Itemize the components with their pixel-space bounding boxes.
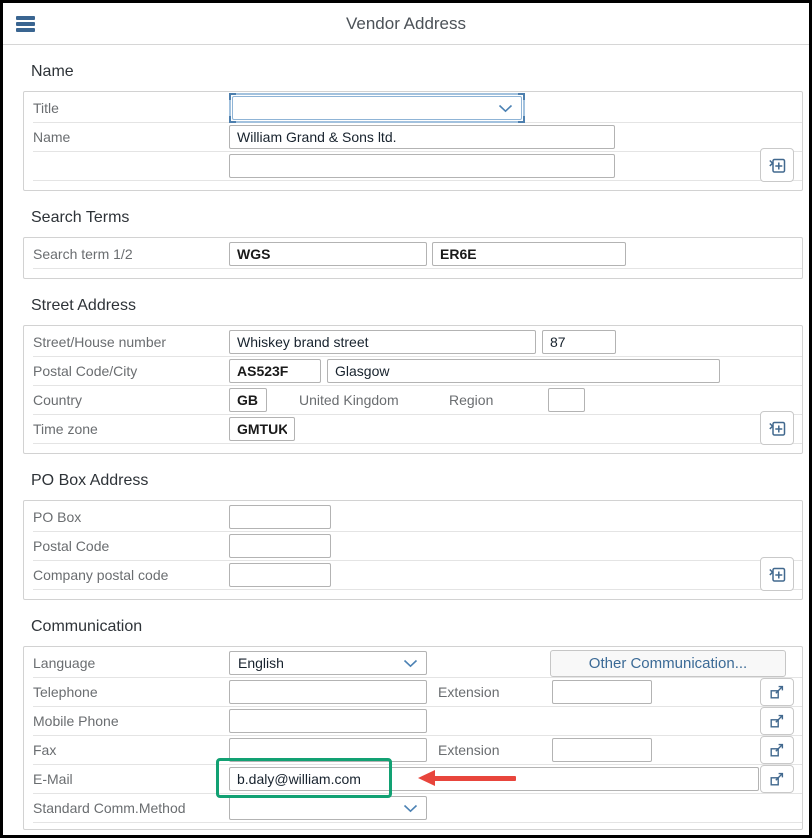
annotation-arrow-shaft [433,776,516,781]
mobile-input[interactable] [229,709,427,733]
insert-row-icon [768,565,787,584]
focus-corner [518,93,525,100]
fax-input[interactable] [229,738,427,762]
form-row-timezone [33,415,802,444]
open-in-new-window-icon [769,713,785,729]
insert-row-icon [768,156,787,175]
fax-label: Fax [33,742,57,758]
name2-input[interactable] [229,154,615,178]
form-row-fax [33,736,802,765]
focus-corner [518,116,525,123]
open-in-new-window-icon [769,771,785,787]
telephone-input[interactable] [229,680,427,704]
name-input[interactable] [229,125,615,149]
name-section [23,91,803,191]
search-term2-input[interactable] [432,242,626,266]
timezone-label: Time zone [33,421,98,437]
language-select-value: English [238,655,284,671]
country-name-text: United Kingdom [299,392,399,408]
country-label: Country [33,392,83,408]
title-label: Title [33,100,59,116]
hamburger-bar [16,28,35,32]
region-input[interactable] [548,388,585,412]
section-heading-search-terms: Search Terms [31,209,130,226]
other-communication-button[interactable]: Other Communication... [550,650,786,677]
timezone-input[interactable] [229,417,295,441]
open-fax-button[interactable] [760,736,794,764]
chevron-down-icon [403,659,418,668]
po-postal-code-label: Postal Code [33,538,110,554]
insert-row-button[interactable] [760,148,794,182]
form-row-name2 [33,152,802,181]
focus-corner [229,116,236,123]
form-row-email [33,765,802,794]
search-term-label: Search term 1/2 [33,246,133,262]
section-heading-communication: Communication [31,618,143,635]
form-row-comm-method [33,794,802,823]
po-box-section [23,500,803,600]
region-label: Region [449,392,494,408]
telephone-extension-input[interactable] [552,680,652,704]
open-mobile-button[interactable] [760,707,794,735]
country-code-input[interactable] [229,388,267,412]
insert-row-icon [768,419,787,438]
street-input[interactable] [229,330,536,354]
telephone-label: Telephone [33,684,98,700]
comm-method-label: Standard Comm.Method [33,800,186,816]
name-label: Name [33,129,71,145]
language-label: Language [33,655,96,671]
section-heading-po-box: PO Box Address [31,472,149,489]
focus-ring [229,93,525,123]
mobile-label: Mobile Phone [33,713,119,729]
po-box-input[interactable] [229,505,331,529]
po-box-label: PO Box [33,509,82,525]
form-row-country [33,386,802,415]
form-row-title [33,94,802,123]
form-row-po-box [33,503,802,532]
postal-code-input[interactable] [229,359,321,383]
app-header [3,3,809,45]
hamburger-bar [16,16,35,20]
form-row-search-terms [33,240,802,269]
house-number-input[interactable] [542,330,616,354]
form-row-company-postal-code [33,561,802,590]
chevron-down-icon [498,104,513,113]
insert-row-button[interactable] [760,411,794,445]
section-heading-street-address: Street Address [31,297,136,314]
section-heading-name: Name [31,63,74,80]
language-select[interactable] [229,651,427,675]
po-postal-code-input[interactable] [229,534,331,558]
extension-label: Extension [438,684,500,700]
email-label: E-Mail [33,771,73,787]
hamburger-bar [16,22,35,26]
insert-row-button[interactable] [760,557,794,591]
postal-city-label: Postal Code/City [33,363,138,379]
form-row-street [33,328,802,357]
company-postal-code-input[interactable] [229,563,331,587]
open-telephone-button[interactable] [760,678,794,706]
search-terms-section [23,237,803,279]
form-row-po-postal-code [33,532,802,561]
hamburger-menu-icon[interactable] [16,16,35,34]
search-term1-input[interactable] [229,242,427,266]
form-row-mobile [33,707,802,736]
open-email-button[interactable] [760,765,794,793]
form-row-telephone [33,678,802,707]
open-in-new-window-icon [769,742,785,758]
communication-section [23,646,803,830]
fax-extension-input[interactable] [552,738,652,762]
street-address-section [23,325,803,454]
focus-corner [229,93,236,100]
open-in-new-window-icon [769,684,785,700]
page-title: Vendor Address [345,13,467,33]
comm-method-select[interactable] [229,796,427,820]
city-input[interactable] [327,359,720,383]
form-row-name [33,123,802,152]
form-row-language [33,649,802,678]
chevron-down-icon [403,804,418,813]
title-select[interactable] [232,96,522,120]
company-postal-code-label: Company postal code [33,567,169,583]
street-label: Street/House number [33,334,167,350]
extension-label: Extension [438,742,500,758]
form-row-postal-city [33,357,802,386]
